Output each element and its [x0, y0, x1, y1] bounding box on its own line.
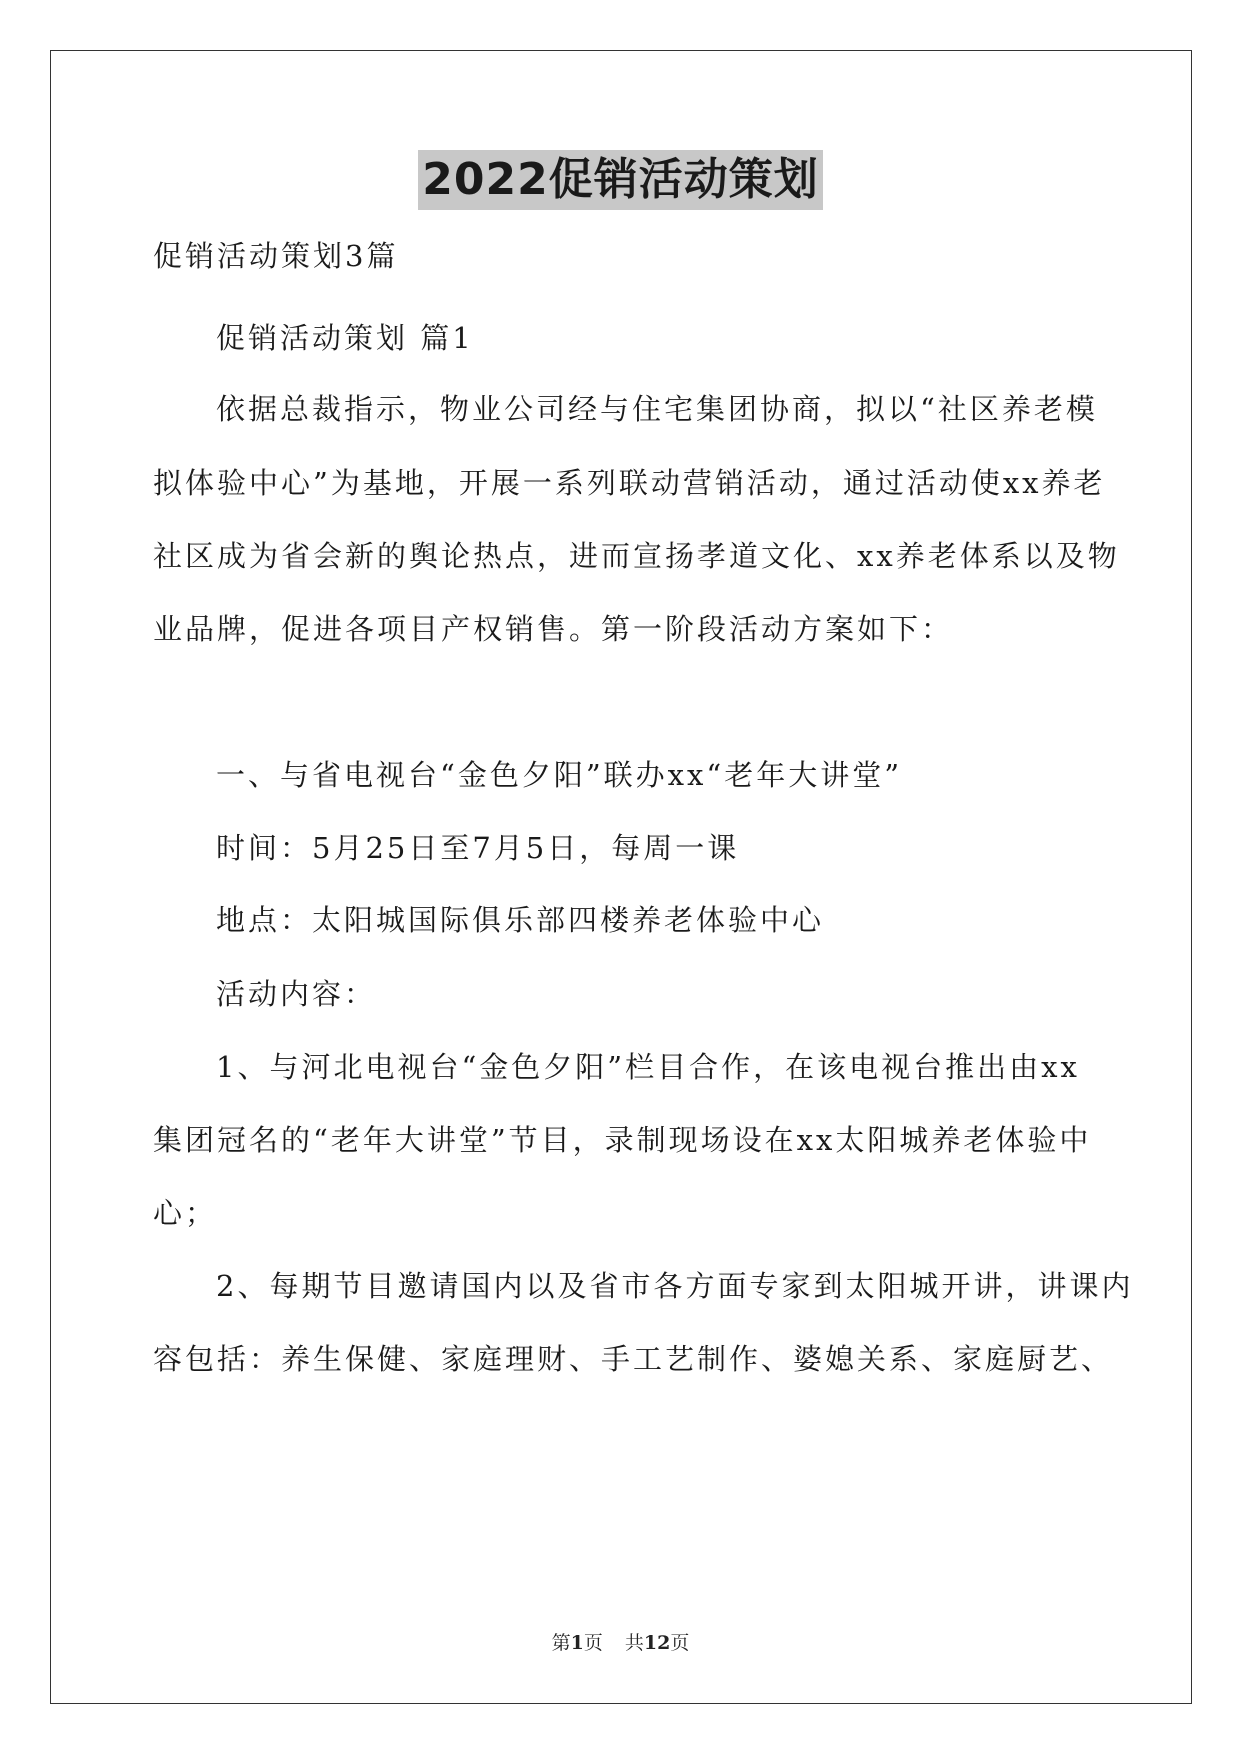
- page-border: [50, 50, 1192, 1704]
- page-number: 1: [570, 1632, 584, 1654]
- paragraph-line: 2、每期节目邀请国内以及省市各方面专家到太阳城开讲，讲课内: [216, 1269, 1134, 1303]
- section-heading: 一、与省电视台“金色夕阳”联办xx“老年大讲堂”: [216, 758, 903, 792]
- document-title: 2022促销活动策划: [418, 150, 822, 210]
- paragraph-line: 容包括：养生保健、家庭理财、手工艺制作、婆媳关系、家庭厨艺、: [153, 1342, 1114, 1376]
- subtitle-line: 促销活动策划3篇: [153, 239, 399, 273]
- paragraph-line: 活动内容：: [216, 977, 377, 1011]
- paragraph-line: 集团冠名的“老年大讲堂”节目，录制现场设在xx太阳城养老体验中: [153, 1123, 1092, 1157]
- page-footer: [0, 1628, 1241, 1655]
- section-heading: 促销活动策划 篇1: [216, 321, 474, 355]
- paragraph-line: 1、与河北电视台“金色夕阳”栏目合作，在该电视台推出由xx: [216, 1050, 1080, 1084]
- paragraph-line: 业品牌，促进各项目产权销售。第一阶段活动方案如下：: [153, 612, 954, 646]
- page-suffix: 页: [583, 1632, 603, 1654]
- paragraph-line: 地点：太阳城国际俱乐部四楼养老体验中心: [216, 903, 825, 937]
- total-prefix: 共: [624, 1632, 644, 1654]
- page-prefix: 第: [551, 1632, 571, 1654]
- paragraph-line: 社区成为省会新的舆论热点，进而宣扬孝道文化、xx养老体系以及物: [153, 539, 1120, 573]
- paragraph-line: 时间：5月25日至7月5日，每周一课: [216, 831, 740, 865]
- total-suffix: 页: [670, 1632, 690, 1654]
- title-container: [0, 150, 1241, 210]
- paragraph-line: 依据总裁指示，物业公司经与住宅集团协商，拟以“社区养老模: [216, 392, 1098, 426]
- paragraph-line: 拟体验中心”为基地，开展一系列联动营销活动，通过活动使xx养老: [153, 466, 1106, 500]
- total-pages: 12: [643, 1632, 671, 1654]
- paragraph-line: 心；: [153, 1196, 218, 1230]
